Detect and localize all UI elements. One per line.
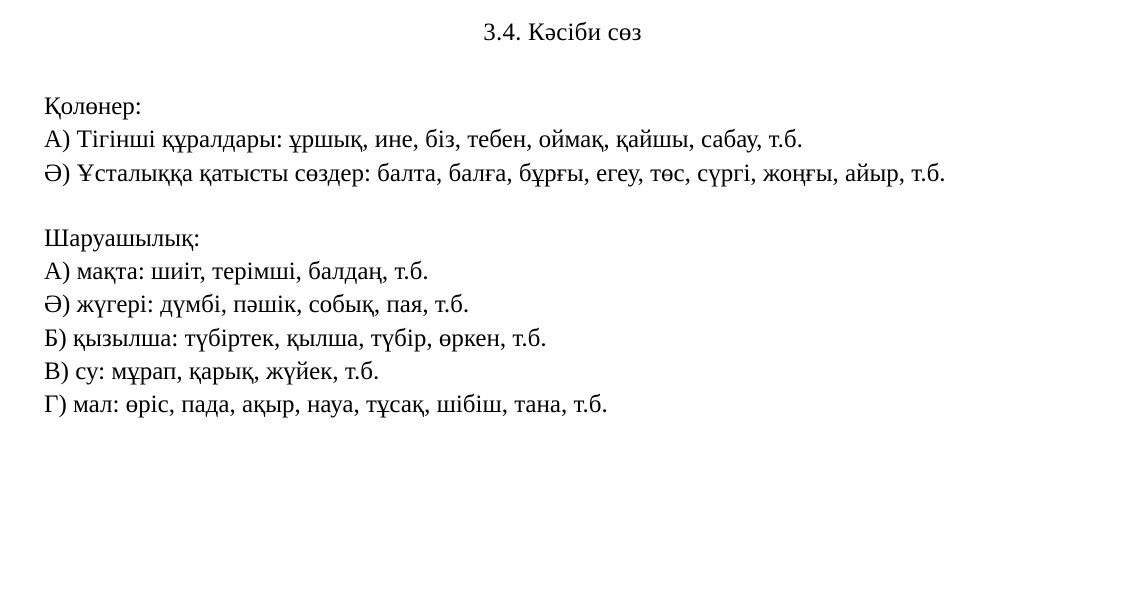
document-body bbox=[0, 90, 1125, 421]
section-line: Б) қызылша: түбіртек, қылша, түбір, өркен, т.б. bbox=[44, 324, 547, 352]
section-line: Ә) жүгері: дүмбі, пәшік, собық, пая, т.б. bbox=[44, 291, 470, 319]
section-line: В) су: мұрап, қарық, жүйек, т.б. bbox=[44, 357, 380, 385]
section-line: А) Тігінші құралдары: ұршық, ине, біз, тебен, оймақ, қайшы, сабау, т.б. bbox=[44, 126, 803, 154]
section-heading: Шаруашылық: bbox=[44, 224, 201, 252]
section-line: Ә) Ұсталыққа қатысты сөздер: балта, балға, бұрғы, егеу, төс, сүргі, жоңғы, айыр, т.б. bbox=[44, 159, 946, 187]
section-heading: Қолөнер: bbox=[44, 93, 142, 120]
section-line: А) мақта: шиіт, терімші, балдаң, т.б. bbox=[44, 258, 429, 285]
section-line: Г) мал: өріс, пада, ақыр, науа, тұсақ, шібіш, тана, т.б. bbox=[44, 391, 608, 418]
section-farming bbox=[44, 222, 1085, 422]
section-handicraft bbox=[44, 90, 1085, 190]
page-title: 3.4. Кәсіби сөз bbox=[483, 19, 642, 46]
